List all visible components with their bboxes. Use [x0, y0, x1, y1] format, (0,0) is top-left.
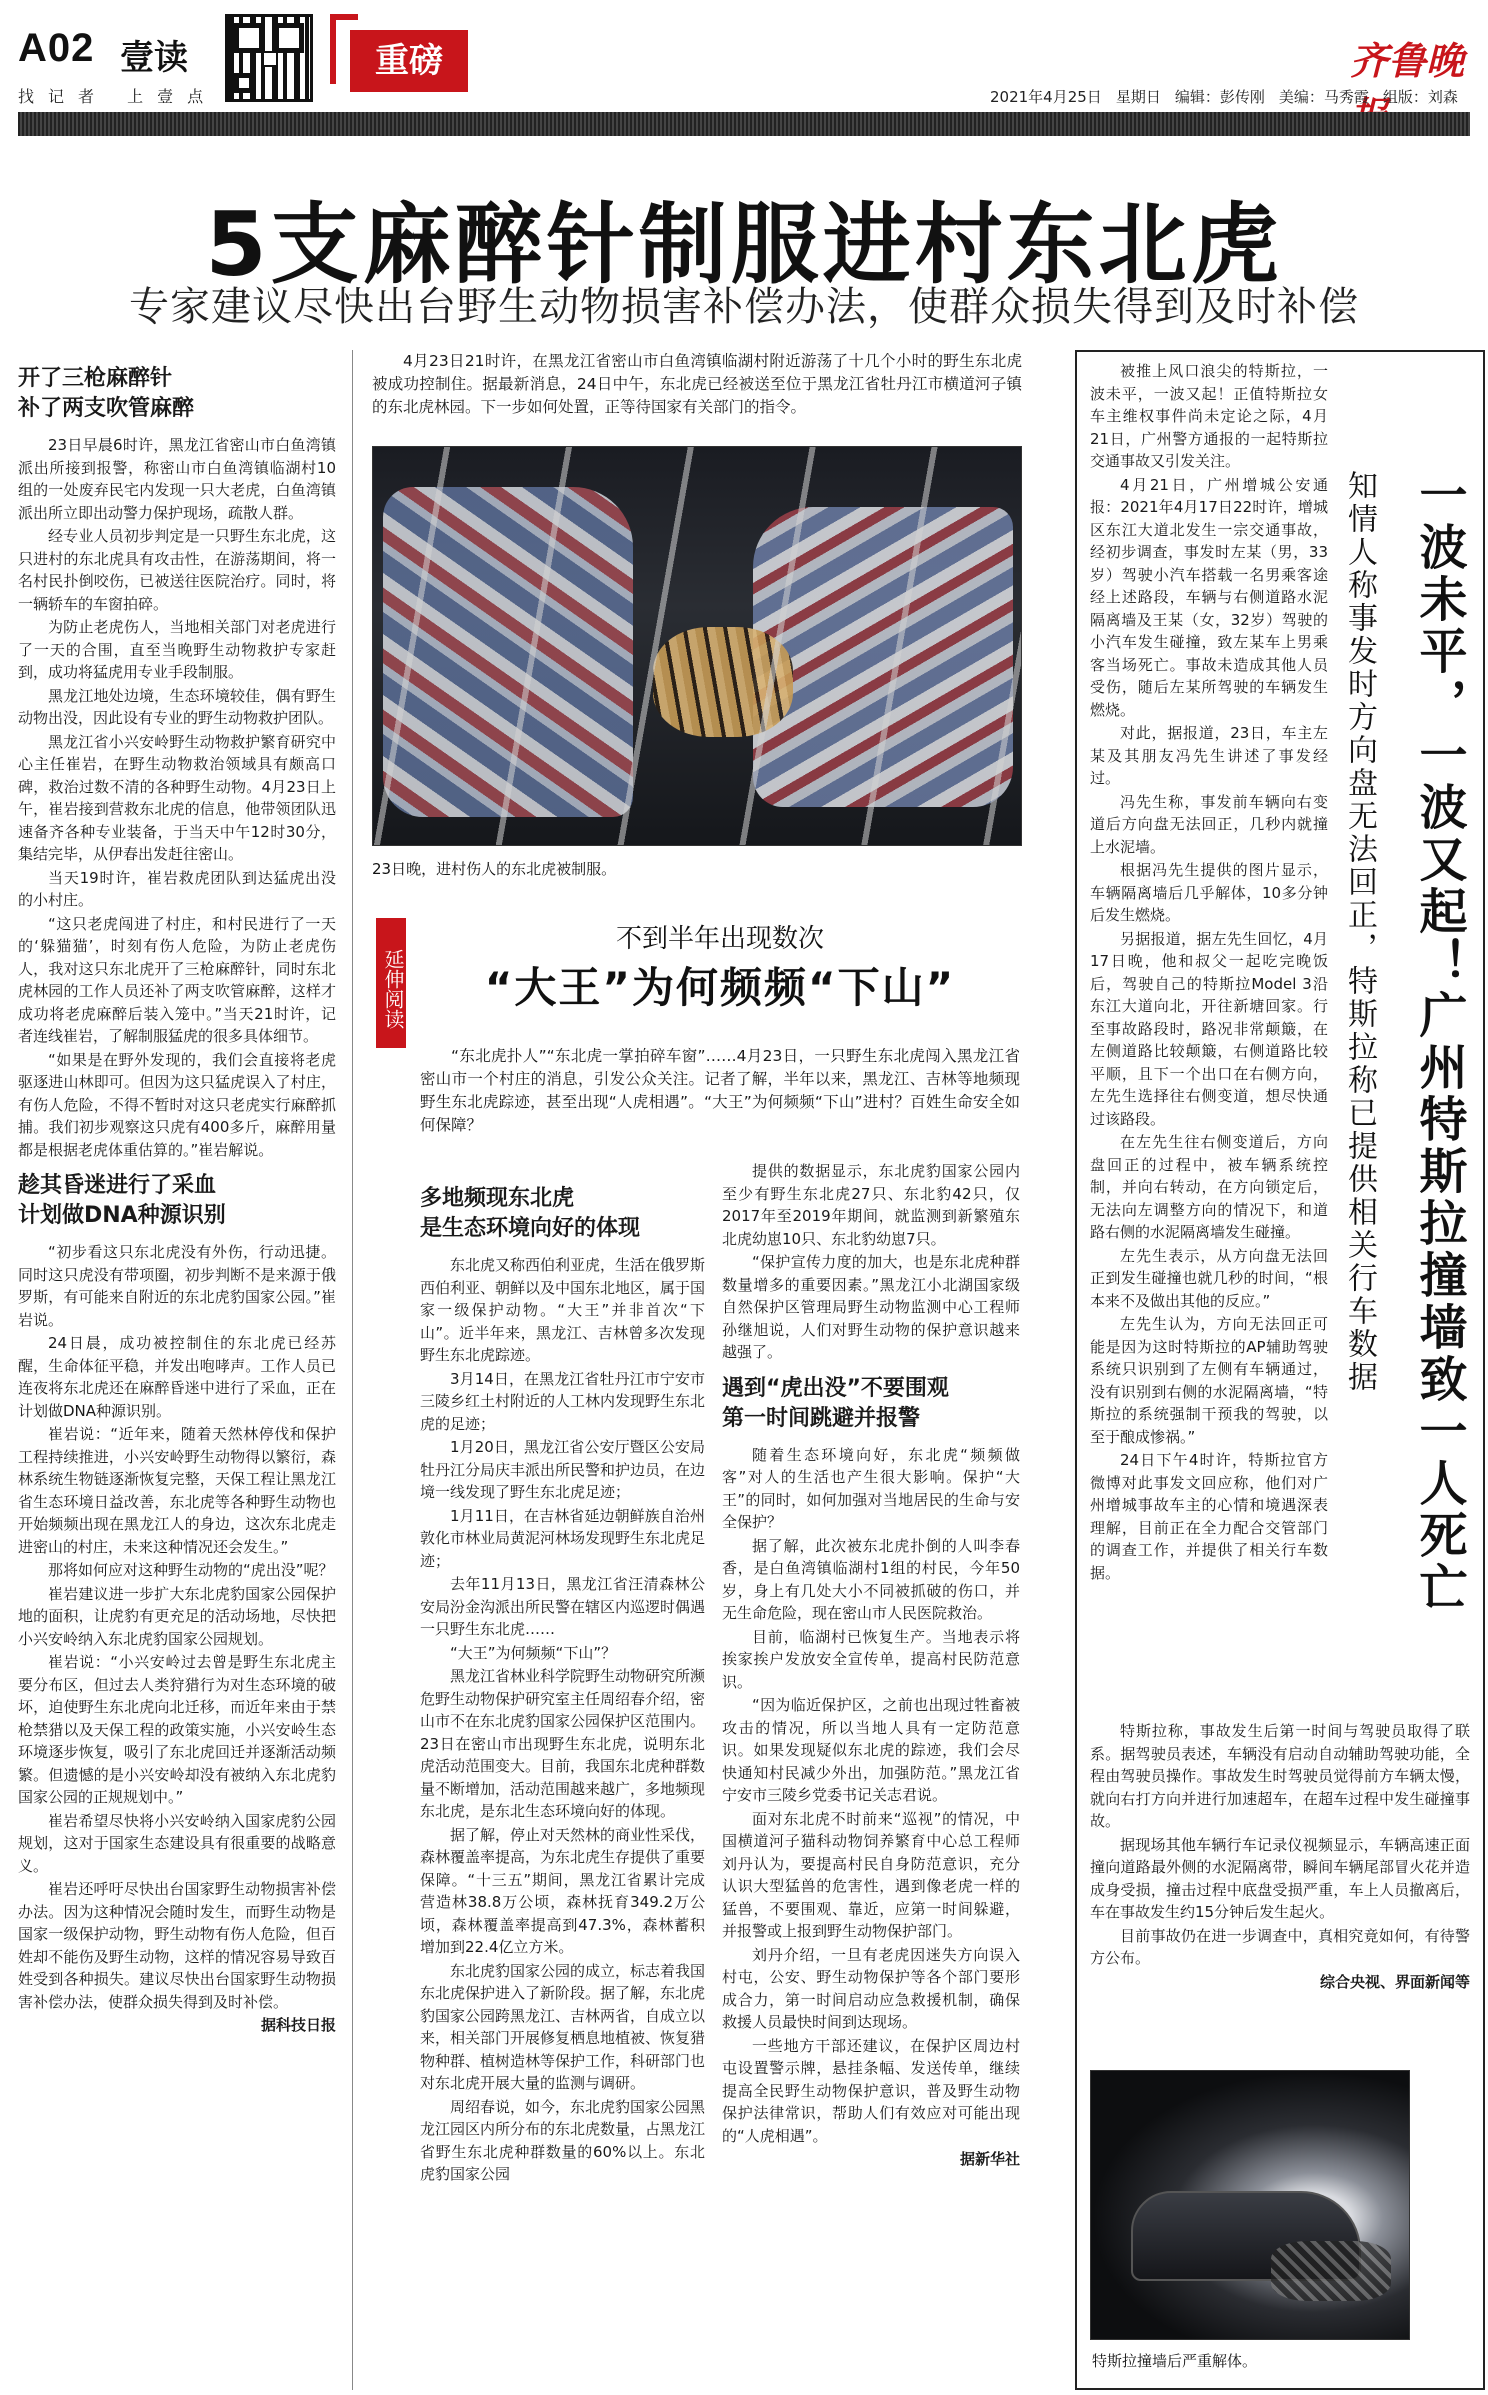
paragraph: 那将如何应对这种野生动物的“虎出没”呢？ [48, 1561, 334, 1579]
right-story-subtitle: 知情人称事发时方向盘无法回正，特斯拉称已提供相关行车数据 [1342, 470, 1377, 1394]
paragraph: 周绍春说，如今，东北虎豹国家公园黑龙江园区内所分布的东北虎数量，占黑龙江省野生东北虎种群数量的60%以上。东北虎豹国家公园 [420, 2097, 705, 2183]
paragraph: 24日晨，成功被控制住的东北虎已经苏醒，生命体征平稳，并发出咆哮声。工作人员已连夜将东北虎还在麻醉昏迷中进行了采血，正在计划做DNA种源识别。 [18, 1334, 336, 1420]
paragraph: 提供的数据显示，东北虎豹国家公园内至少有野生东北虎27只、东北豹42只，仅2017年至2019年期间，就监测到新繁殖东北虎幼崽10只、东北豹幼崽7只。 [722, 1162, 1020, 1248]
right-story-title: 一波未平，一波又起！广州特斯拉撞墙致一人死亡 [1411, 470, 1467, 1614]
extension-column-2 [722, 1160, 1020, 2390]
paragraph: 经专业人员初步判定是一只野生东北虎，这只进村的东北虎具有攻击性，在游荡期间，将一名村民扑倒咬伤，已被送往医院治疗。同时，将一辆轿车的车窗拍碎。 [18, 527, 336, 613]
section-tag: 重磅 [350, 30, 468, 92]
section-name: 壹读 [120, 38, 188, 78]
paragraph: 黑龙江地处边境，生态环境较佳，偶有野生动物出没，因此设有专业的野生动物救护团队。 [18, 686, 336, 727]
left-section-1 [18, 434, 336, 1161]
paragraph: 特斯拉称，事故发生后第一时间与驾驶员取得了联系。据驾驶员表述，车辆没有启动自动辅助驾驶功能，全程由驾驶员操作。事故发生时驾驶员觉得前方车辆太慢，就向右打方向并进行加速超车，在超车过程中发生碰撞事故。 [1090, 1722, 1470, 1830]
designer: 美编：马秀霞 [1278, 88, 1369, 106]
paragraph: 对此，据报道，23日，车主左某及其朋友冯先生讲述了事发经过。 [1090, 724, 1328, 787]
proofreader: 组版：刘森 [1382, 88, 1458, 106]
paragraph: 1月11日，在吉林省延边朝鲜族自治州敦化市林业局黄泥河林场发现野生东北虎足迹； [420, 1506, 705, 1570]
lead-paragraph [372, 350, 1022, 420]
paragraph: 据了解，停止对天然林的商业性采伐，森林覆盖率提高，为东北虎生存提供了重要保障。“十三五”期间，黑龙江省累计完成营造林38.8万公顷，森林抚育349.2万公顷，森林覆盖率提高到47.3%，森林蓄积增加到22.4亿立方米。 [420, 1825, 705, 1956]
paragraph: “因为临近保护区，之前也出现过牲畜被攻击的情况，所以当地人具有一定防范意识。如果发现疑似东北虎的踪迹，我们会尽快通知村民减少外出，加强防范。”黑龙江省宁安市三陵乡党委书记关志君说。 [722, 1696, 1020, 1804]
paragraph: 根据冯先生提供的图片显示，车辆隔离墙后几乎解体，10多分钟后发生燃烧。 [1090, 861, 1328, 924]
right-byline: 综合央视、界面新闻等 [1319, 1972, 1470, 1991]
extension-intro [420, 1045, 1020, 1138]
tesla-photo-caption: 特斯拉撞墙后严重解体。 [1092, 2352, 1258, 2370]
tiger-photo-caption: 23日晚，进村伤人的东北虎被制服。 [372, 860, 617, 878]
paragraph: “保护宣传力度的加大，也是东北虎种群数量增多的重要因素。”黑龙江小北湖国家级自然保护区管理局野生动物监测中心工程师孙继旭说，人们对野生动物的保护意识越来越强了。 [722, 1253, 1020, 1361]
paragraph: 随着生态环境向好，东北虎“频频做客”对人的生活也产生很大影响。保护“大王”的同时，如何加强对当地居民的生命与安全保护？ [722, 1445, 1020, 1531]
paragraph: 冯先生称，事发前车辆向右变道后方向盘无法回正，几秒内就撞上水泥墙。 [1090, 792, 1328, 856]
extension-c1-body [420, 1254, 705, 2186]
paragraph: 3月14日，在黑龙江省牡丹江市宁安市三陵乡红土村附近的人工林内发现野生东北虎的足迹； [420, 1369, 705, 1433]
paragraph: 东北虎又称西伯利亚虎，生活在俄罗斯西伯利亚、朝鲜以及中国东北地区，属于国家一级保护动物。“大王”并非首次“下山”。近半年来，黑龙江、吉林曾多次发现野生东北虎踪迹。 [420, 1256, 705, 1364]
tiger-photo [372, 446, 1022, 846]
right-body-b [1090, 1720, 1470, 1970]
left-heading-1: 开了三枪麻醉针 补了两支吹管麻醉 [18, 366, 195, 421]
paragraph: 目前，临湖村已恢复生产。当地表示将挨家挨户发放安全宣传单，提高村民防范意识。 [722, 1627, 1020, 1691]
extension-c2a-body [722, 1160, 1020, 1364]
dateline [990, 86, 1472, 107]
header-rule [18, 112, 1470, 136]
extension-intro-text: “东北虎扑人”“东北虎一掌拍碎车窗”……4月23日，一只野生东北虎闯入黑龙江省密山市一个村庄的消息，引发公众关注。记者了解，半年以来，黑龙江、吉林等地频现野生东北虎踪迹，甚至出现“人虎相遇”。“大王”为何频频“下山”进村？百姓生命安全如何保障？ [420, 1047, 1020, 1134]
main-subheadline: 专家建议尽快出台野生动物损害补偿办法，使群众损失得到及时补偿 [129, 284, 1359, 330]
paragraph: “大王”为何频频“下山”？ [450, 1643, 617, 1662]
paragraph: 左先生认为，方向无法回正可能是因为这时特斯拉的AP辅助驾驶系统只识别到了左侧有车辆通过，没有识别到右侧的水泥隔离墙，“特斯拉的系统强制干预我的驾驶，以至于酿成惨祸。” [1090, 1315, 1328, 1446]
paragraph: “初步看这只东北虎没有外伤，行动迅捷。同时这只虎没有带项圈，初步判断不是来源于俄罗斯，有可能来自附近的东北虎豹国家公园。”崔岩说。 [18, 1243, 336, 1329]
paragraph: 去年11月13日，黑龙江省汪清森林公安局汾金沟派出所民警在辖区内巡逻时偶遇一只野生东北虎…… [420, 1575, 705, 1638]
paragraph: 据了解，此次被东北虎扑倒的人叫李春香，是白鱼湾镇临湖村1组的村民，今年50岁，身上有几处大小不同被抓破的伤口，并无生命危险，现在密山市人民医院救治。 [722, 1536, 1020, 1622]
paragraph: 崔岩希望尽快将小兴安岭纳入国家虎豹公园规划，这对于国家生态建设具有很重要的战略意义。 [18, 1811, 336, 1875]
paragraph: 24日下午4时许，特斯拉官方微博对此事发文回应称，他们对广州增城事故车主的心情和境遇深表理解，目前正在全力配合交管部门的调查工作，并提供了相关行车数据。 [1090, 1451, 1328, 1582]
lead-text: 4月23日21时许，在黑龙江省密山市白鱼湾镇临湖村附近游荡了十几个小时的野生东北虎被成功控制住。据最新消息，24日中午，东北虎已经被送至位于黑龙江省牡丹江市横道河子镇的东北虎林园。下一步如何处置，正等待国家有关部门的指令。 [372, 352, 1022, 416]
paragraph: 崔岩说：“小兴安岭过去曾是野生东北虎主要分布区，但过去人类狩猎行为对生态环境的破坏，迫使野生东北虎向北迁移，而近年来由于禁枪禁猎以及天保工程的政策实施，小兴安岭生态环境逐步恢复，吸引了东北虎回迁并逐渐活动频繁。但遗憾的是小兴安岭却没有被纳入东北虎豹国家公园的正规规划中。” [18, 1653, 336, 1806]
extension-heading-2: 遇到“虎出没”不要围观 第一时间跳避并报警 [722, 1375, 949, 1431]
slogan: 找记者 上壹点 [18, 87, 218, 106]
left-byline: 据科技日报 [260, 2016, 336, 2034]
editor: 编辑：彭传刚 [1174, 88, 1265, 106]
paragraph: 被推上风口浪尖的特斯拉，一波未平，一波又起！正值特斯拉女车主维权事件尚未定论之际，4月21日，广州警方通报的一起特斯拉交通事故又引发关注。 [1090, 362, 1328, 470]
extension-title: “大王”为何频频“下山” [484, 963, 956, 1012]
tesla-crash-photo [1090, 2070, 1410, 2340]
paragraph: 另据报道，据左先生回忆，4月17日晚，他和叔父一起吃完晚饭后，驾驶自己的特斯拉Model 3沿东江大道向北，开往新塘回家。行至事故路段时，路况非常颠簸，在左侧道路比较颠簸，右侧道路比较平顺，且下一个出口在右侧方向，左先生选择往右侧变道，想尽快通过该路段。 [1090, 929, 1328, 1128]
left-column [18, 360, 336, 2380]
paragraph: 崔岩说：“近年来，随着天然林停伐和保护工程持续推进，小兴安岭野生动物得以繁衍，森林系统生物链逐渐恢复完整，天保工程让黑龙江省生态环境日益改善，东北虎等各种野生动物也开始频频出现在黑龙江人的身边，这次东北虎走进密山的村庄，未来这种情况还会发生。” [18, 1425, 336, 1556]
extension-kicker: 不到半年出现数次 [615, 924, 824, 954]
extension-c2b-body [722, 1444, 1020, 2148]
qr-code-icon[interactable] [225, 14, 313, 102]
right-story-body-wide [1090, 1720, 1470, 2060]
paragraph: 据现场其他车辆行车记录仪视频显示，车辆高速正面撞向道路最外侧的水泥隔离带，瞬间车辆尾部冒火花并造成身受损，撞击过程中底盘受损严重，车上人员撤离后，车在事故发生约15分钟后发生起火。 [1090, 1835, 1470, 1921]
paragraph: 目前事故仍在进一步调查中，真相究竟如何，有待警方公布。 [1090, 1926, 1470, 1967]
paragraph: 23日早晨6时许，黑龙江省密山市白鱼湾镇派出所接到报警，称密山市白鱼湾镇临湖村10组的一处废弃民宅内发现一只大老虎，白鱼湾镇派出所立即出动警力保护现场，疏散人群。 [18, 436, 336, 522]
paragraph: 4月21日，广州增城公安通报：2021年4月17日22时许，增城区东江大道北发生一宗交通事故，经初步调查，事发时左某（男，33岁）驾驶小汽车搭载一名男乘客途经上述路段，车辆与右侧道路水泥隔离墙及王某（女，32岁）驾驶的小汽车发生碰撞，致左某车上男乘客当场死亡。事故未造成其他人员受伤，随后左某所驾驶的车辆发生燃烧。 [1090, 475, 1328, 719]
paragraph: 黑龙江省小兴安岭野生动物救护繁育研究中心主任崔岩，在野生动物救治领域具有颇高口碑，救治过数不清的各种野生动物。4月23日上午，崔岩接到营救东北虎的信息，他带领团队迅速备齐各种专业装备，于当天中午12时30分，集结完毕，从伊春出发赶往密山。 [18, 732, 336, 863]
paragraph: 一些地方干部还建议，在保护区周边村屯设置警示牌，悬挂条幅、发送传单，继续提高全民野生动物保护意识，普及野生动物保护法律常识，帮助人们有效应对可能出现的“人虎相遇”。 [722, 2036, 1020, 2145]
extension-label: 延伸阅读 [376, 918, 406, 1048]
paragraph: 1月20日，黑龙江省公安厅暨区公安局牡丹江分局庆丰派出所民警和护边员，在边境一线发现了野生东北虎足迹； [420, 1438, 705, 1501]
paragraph: 东北虎豹国家公园的成立，标志着我国东北虎保护进入了新阶段。据了解，东北虎豹国家公园跨黑龙江、吉林两省，自成立以来，相关部门开展修复栖息地植被、恢复猎物种群、植树造林等保护工作，科研部门也对东北虎开展大量的监测与调研。 [420, 1961, 705, 2092]
paragraph: 在左先生往右侧变道后，方向盘回正的过程中，被车辆系统控制，并向右转动，在方向锁定后，无法向左调整方向的情况下，和道路右侧的水泥隔离墙发生碰撞。 [1090, 1133, 1328, 1241]
column-divider [352, 350, 353, 2390]
paragraph: 黑龙江省林业科学院野生动物研究所濒危野生动物保护研究室主任周绍春介绍，密山市不在东北虎豹国家公园保护区范围内。23日在密山市出现野生东北虎，说明东北虎活动范围变大。目前，我国东北虎种群数量不断增加，活动范围越来越广，多地频现东北虎，是东北生态环境向好的体现。 [420, 1667, 705, 1820]
right-body-a [1090, 360, 1328, 1584]
extension-byline: 据新华社 [959, 2150, 1020, 2168]
page-number: A02 [18, 26, 95, 70]
paragraph: 面对东北虎不时前来“巡视”的情况，中国横道河子猫科动物饲养繁育中心总工程师刘丹认为，要提高村民自身防范意识，充分认识大型猛兽的危害性，遇到像老虎一样的猛兽，不要围观、靠近，应第一时间躲避，并报警或上报到野生动物保护部门。 [722, 1809, 1020, 1940]
extension-heading-1: 多地频现东北虎 是生态环境向好的体现 [420, 1186, 641, 1241]
left-section-2 [18, 1241, 336, 2013]
paragraph: 崔岩还呼吁尽快出台国家野生动物损害补偿办法。因为这种情况会随时发生，而野生动物是国家一级保护动物，野生动物有伤人危险，但百姓却不能伤及野生动物，这样的情况容易导致百姓受到各种损失。建议尽快出台国家野生动物损害补偿办法，使群众损失得到及时补偿。 [18, 1880, 336, 2011]
paragraph: 左先生表示，从方向盘无法回正到发生碰撞也就几秒的时间，“根本来不及做出其他的反应。” [1090, 1246, 1328, 1310]
paragraph: “这只老虎闯进了村庄，和村民进行了一天的‘躲猫猫’，时刻有伤人危险，为防止老虎伤人，我对这只东北虎开了三枪麻醉针，同时东北虎林园的工作人员还补了两支吹管麻醉，这样才成功将老虎麻醉后装入笼中。”当天21时许，记者连线崔岩，了解制服猛虎的很多具体细节。 [18, 914, 336, 1045]
extension-column-1 [420, 1180, 705, 2390]
weekday: 星期日 [1115, 88, 1161, 106]
paragraph: 为防止老虎伤人，当地相关部门对老虎进行了一天的合围，直至当晚野生动物救护专家赶到，成功将猛虎用专业手段制服。 [18, 618, 336, 681]
left-heading-2: 趁其昏迷进行了采血 计划做DNA种源识别 [18, 1173, 226, 1228]
paragraph: 刘丹介绍，一旦有老虎因迷失方向误入村屯，公安、野生动物保护等各个部门要形成合力，第一时间启动应急救援机制，确保救援人员最快时间到达现场。 [722, 1945, 1020, 2031]
date: 2021年4月25日 [990, 88, 1102, 106]
paragraph: “如果是在野外发现的，我们会直接将老虎驱逐进山林即可。但因为这只猛虎误入了村庄，有伤人危险，不得不暂时对这只老虎实行麻醉抓捕。我们初步观察这只虎有400多斤，麻醉用量都是根据老虎体重估算的。”崔岩解说。 [18, 1050, 336, 1159]
newspaper-logo: 齐鲁晚 [1350, 38, 1465, 83]
paragraph: 当天19时许，崔岩救虎团队到达猛虎出没的小村庄。 [18, 868, 336, 909]
paragraph: 崔岩建议进一步扩大东北虎豹国家公园保护地的面积，让虎豹有更充足的活动场地，尽快把小兴安岭纳入东北虎豹国家公园规划。 [18, 1584, 336, 1648]
main-headline: 5支麻醉针制服进村东北虎 [205, 193, 1283, 296]
